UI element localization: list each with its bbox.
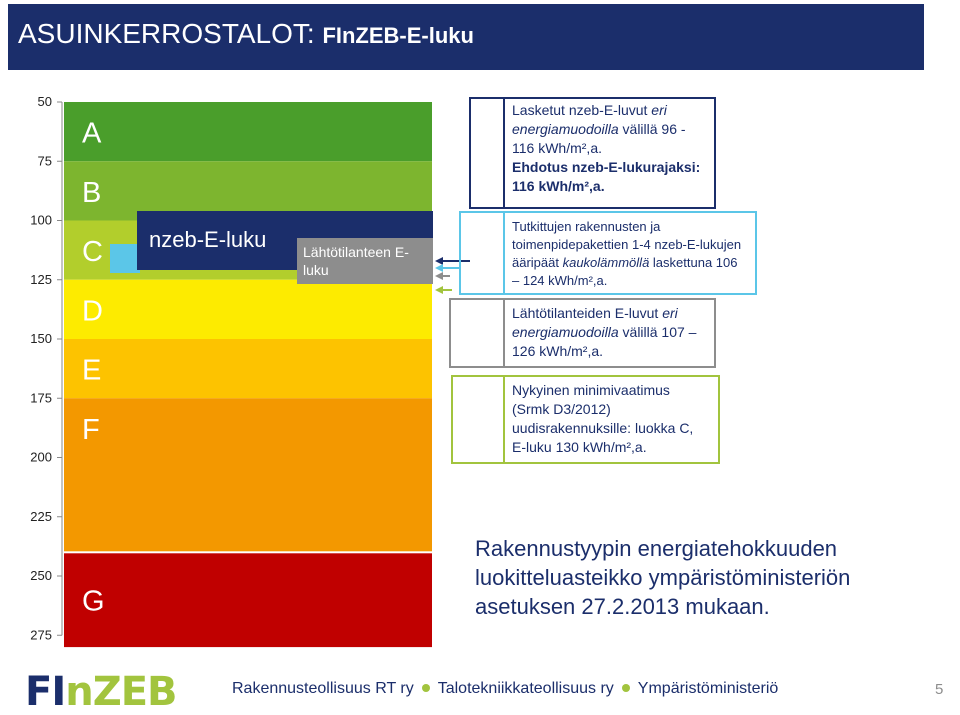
nzeb-bracket (470, 98, 503, 208)
class-band-E-4 (64, 339, 432, 398)
lahtotilanne-band-label: Lähtötilanteen E-luku (297, 238, 433, 284)
kaukolampo-bracket (460, 212, 503, 294)
bullet-dot (622, 684, 630, 692)
y-tick-label-100: 100 (30, 212, 52, 228)
footer-organizations (232, 680, 778, 698)
y-tick-label-275: 275 (30, 627, 52, 643)
class-band-A-0 (64, 102, 432, 161)
lahtotilanne-arrowhead (435, 272, 443, 280)
nzeb-arrowhead (435, 257, 443, 265)
y-tick-label-50: 50 (37, 94, 52, 109)
minimum-bracket (452, 376, 503, 463)
lahtotilanne-bracket (450, 299, 503, 367)
kaukolampo-band (110, 244, 140, 273)
y-tick-label-175: 175 (30, 390, 52, 406)
class-label-D: D (82, 295, 103, 328)
kaukolampo-arrowhead (435, 264, 443, 272)
y-tick-label-125: 125 (30, 271, 52, 287)
class-band-G-7 (64, 552, 432, 647)
class-label-A: A (82, 117, 102, 150)
org-ym: Ympäristöministeriö (637, 680, 779, 697)
class-band-F-5 (64, 398, 432, 457)
nzeb-band-extension (297, 211, 433, 238)
class-label-G: G (82, 585, 105, 618)
class-band-ext-6 (64, 458, 432, 553)
nzeb-proposal: Ehdotus nzeb-E-lukurajaksi: 116 kWh/m²,a. (512, 159, 701, 194)
org-ttt: Talotekniikkateollisuus ry (437, 680, 614, 697)
page-number: 5 (935, 681, 944, 698)
annotation-lahtotilanne: Lähtötilanteiden E-luvut eri energiamuodoilla välillä 107 – 126 kWh/m²,a. (503, 298, 716, 368)
title-main: ASUINKERROSTALOT: (18, 18, 323, 49)
y-tick-label-200: 200 (30, 449, 52, 465)
annotation-kaukolampo: Tutkittujen rakennusten ja toimenpidepakettien 1-4 nzeb-E-lukujen ääripäät kaukolämmöllä laskettuna 106 – 124 kWh/m²,a. (503, 211, 757, 295)
band-separator (64, 551, 432, 553)
y-tick-label-250: 250 (30, 568, 52, 583)
annotation-minimum-requirement: Nykyinen minimivaatimus (Srmk D3/2012) uudisrakennuksille: luokka C, E-luku 130 kWh/m²,a. (503, 375, 720, 464)
finzeb-logo: FInZEB (25, 669, 177, 715)
y-tick-label-150: 150 (30, 331, 52, 346)
caption: Rakennustyypin energiatehokkuuden luokitteluasteikko ympäristöministeriön asetuksen 27.2.2013 mukaan. (475, 536, 851, 619)
class-label-E: E (82, 354, 102, 387)
title-sub: FInZEB-E-luku (322, 23, 474, 48)
nzeb-band-label: nzeb-E-luku (137, 211, 297, 270)
class-label-F: F (82, 413, 100, 446)
annotation-nzeb-range: Lasketut nzeb-E-luvut eri energiamuodoilla välillä 96 - 116 kWh/m²,a. Ehdotus nzeb-E-lukurajaksi: 116 kWh/m²,a. (503, 97, 716, 209)
class-label-C: C (82, 236, 103, 269)
y-tick-label-75: 75 (37, 153, 52, 169)
bullet-dot (422, 684, 430, 692)
y-tick-label-225: 225 (30, 508, 52, 524)
org-rt: Rakennusteollisuus RT ry (232, 680, 414, 697)
minimum-arrowhead (435, 286, 443, 294)
class-label-B: B (82, 176, 102, 209)
class-band-D-3 (64, 280, 432, 339)
